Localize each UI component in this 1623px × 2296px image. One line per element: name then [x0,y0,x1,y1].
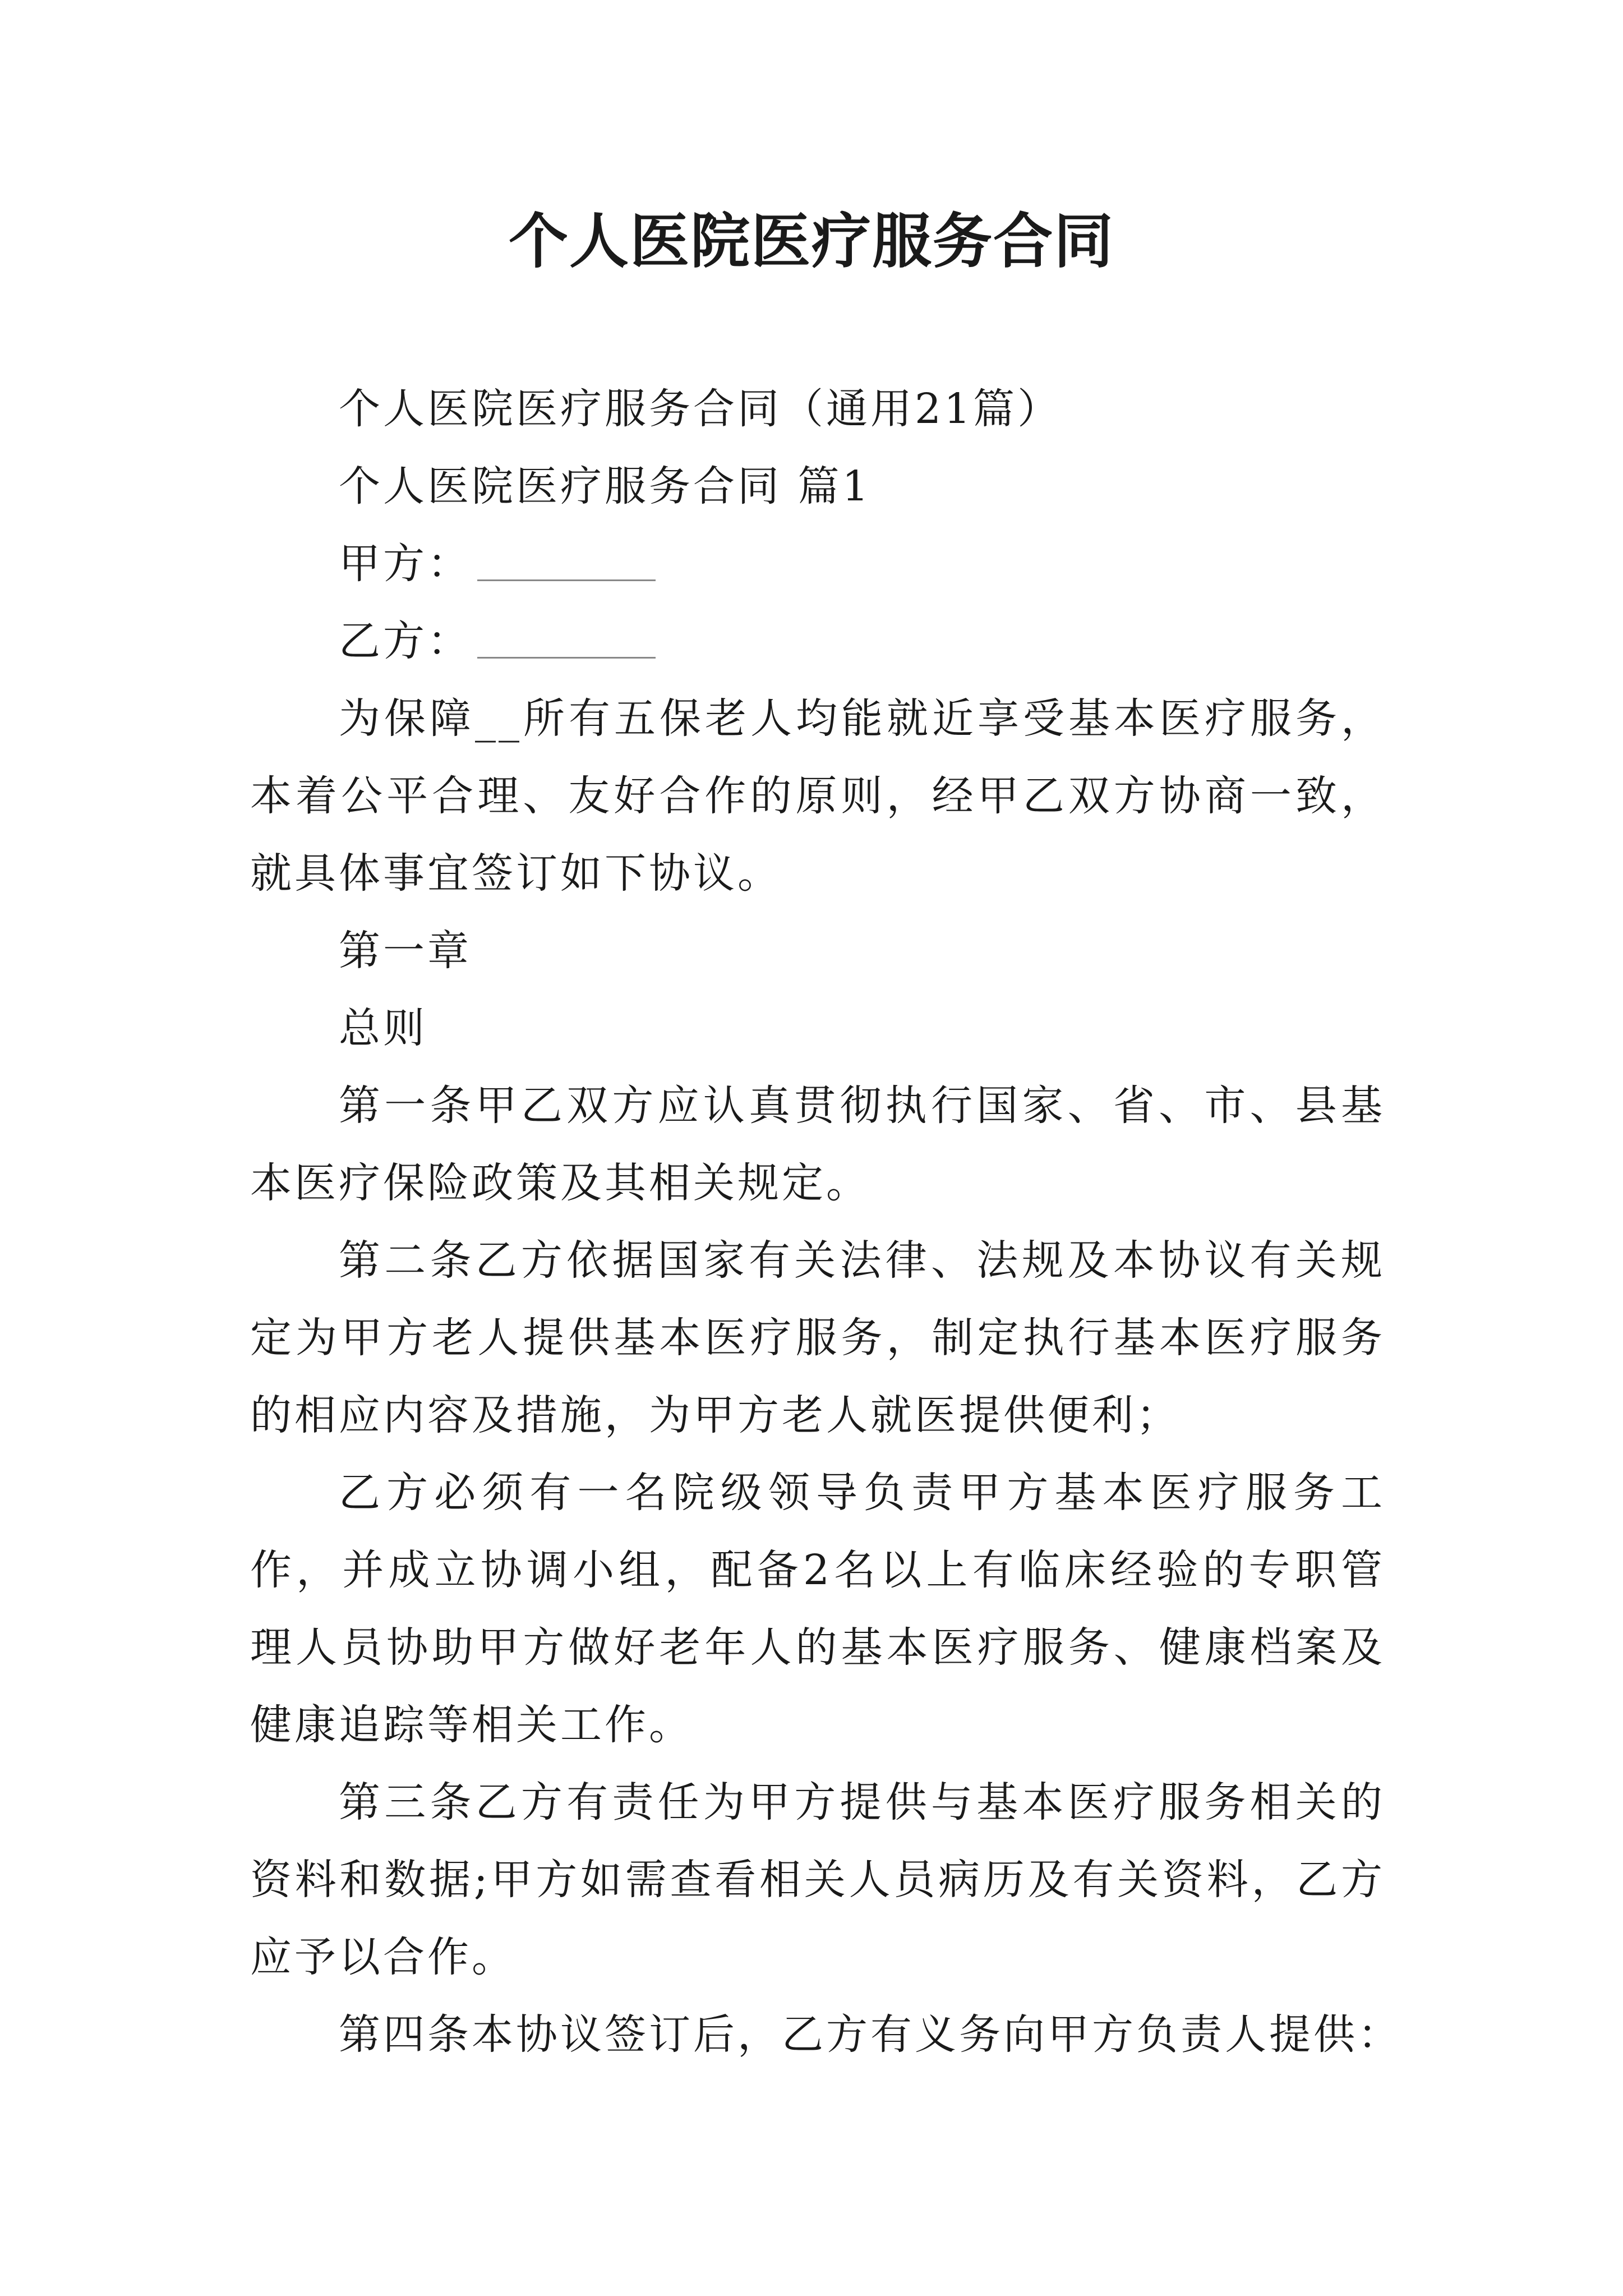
article-2-continued-paragraph: 乙方必须有一名院级领导负责甲方基本医疗服务工作，并成立协调小组，配备2名以上有临床经验的专职管理人员协助甲方做好老年人的基本医疗服务、健康档案及健康追踪等相关工作。 [250,1469,1385,1749]
chapter-heading: 第一章 [339,927,472,975]
party-a-blank [477,542,656,581]
document-title: 个人医院医疗服务合同 [509,206,1114,276]
subtitle-paragraph: 个人医院医疗服务合同（通用21篇） [339,385,1062,433]
preamble-paragraph: 为保障__所有五保老人均能就近享受基本医疗服务，本着公平合理、友好合作的原则，经甲乙双方协商一致，就具体事宜签订如下协议。 [250,694,1385,898]
section-heading: 个人医院医疗服务合同 篇1 [339,462,872,510]
party-b-label: 乙方： [339,617,472,665]
party-b-line [250,602,1385,680]
party-a-line [250,525,1385,602]
article-3-paragraph: 第三条乙方有责任为甲方提供与基本医疗服务相关的资料和数据;甲方如需查看相关人员病历及有关资料，乙方应予以合作。 [250,1778,1385,1981]
party-a-label: 甲方： [339,540,472,588]
document-body [250,370,1402,2073]
party-b-blank [477,620,656,659]
article-4-paragraph: 第四条本协议签订后，乙方有义务向甲方负责人提供： [339,2010,1402,2059]
chapter-title: 总则 [339,1004,427,1052]
article-2-paragraph: 第二条乙方依据国家有关法律、法规及本协议有关规定为甲方老人提供基本医疗服务，制定执行基本医疗服务的相应内容及措施，为甲方老人就医提供便利； [250,1236,1385,1439]
article-1-paragraph: 第一条甲乙双方应认真贯彻执行国家、省、市、县基本医疗保险政策及其相关规定。 [250,1082,1385,1207]
